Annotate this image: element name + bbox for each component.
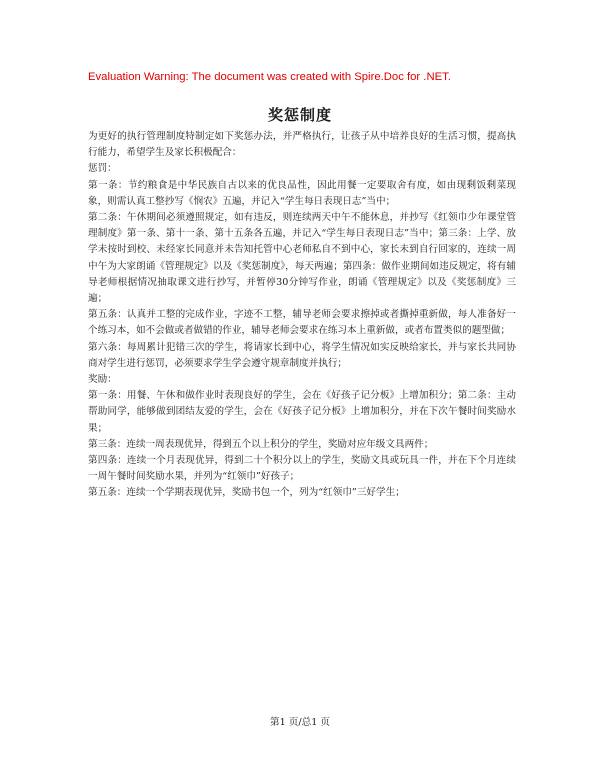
document-title: 奖惩制度	[267, 106, 332, 124]
page-number: 第1 页/总1 页	[270, 717, 330, 728]
section-heading-punishment: 惩罚：	[88, 163, 117, 175]
section-heading-reward: 奖励：	[88, 374, 117, 386]
rule-paragraph: 第六条：每周累计犯错三次的学生，将请家长到中心，将学生情况如实反映给家长，并与家长共同协商对学生进行惩罚，必须要求学生学会遵守规章制度并执行；	[88, 341, 516, 369]
rule-paragraph: 第五条：认真并工整的完成作业，字迹不工整，辅导老师会要求擦掉或者撕掉重新做，每人准备好一个练习本，如不会做或者做错的作业，辅导老师会要求在练习本上重新做，或者布置类似的题型做；	[88, 309, 516, 337]
rule-paragraph: 第五条：连续一个学期表现优异，奖励书包一个，列为“红领巾”三好学生；	[88, 487, 405, 499]
rule-paragraph: 第四条：连续一个月表现优异，得到二十个积分以上的学生，奖励文具或玩具一件，并在下个月连续一周午餐时间奖励水果，并列为“红领巾”好孩子；	[88, 455, 516, 483]
rule-paragraph: 第一条：节约粮食是中华民族自古以来的优良品性，因此用餐一定要取舍有度，如由现剩饭剩菜现象，则需认真工整抄写《悯农》五遍，并记入“学生每日表现日志”当中；	[88, 179, 516, 207]
document-body	[88, 129, 516, 502]
intro-paragraph: 为更好的执行管理制度特制定如下奖惩办法，并严格执行，让孩子从中培养良好的生活习惯，提高执行能力，希望学生及家长积极配合：	[88, 131, 516, 159]
rule-paragraph: 第一条：用餐、午休和做作业时表现良好的学生，会在《好孩子记分板》上增加积分；第二条：主动帮助同学，能够做到团结友爱的学生，会在《好孩子记分板》上增加积分，并在下次午餐时间奖励水果；	[88, 390, 516, 434]
rule-paragraph: 第二条：午休期间必须遵照规定，如有违反，则连续两天中午不能休息，并抄写《红领巾少年课堂管理制度》第一条、第十一条、第十五条各五遍，并记入“学生每日表现日志”当中；第三条：上学、放学未按时到校、未经家长同意并未告知托管中心老师私自不到中心，家长未到自行回家的，连续一周中午为大家朗诵《管理规定》以及《奖惩制度》，每天两遍；第四条：做作业期间如违反规定，将有辅导老师根据情况抽取课文进行抄写，并暂停30分钟写作业，朗诵《管理规定》以及《奖惩制度》三遍；	[88, 212, 516, 305]
rule-paragraph: 第三条：连续一周表现优异，得到五个以上积分的学生，奖励对应年级文具两件；	[88, 438, 434, 450]
evaluation-warning: Evaluation Warning: The document was created with Spire.Doc for .NET.	[88, 71, 451, 83]
